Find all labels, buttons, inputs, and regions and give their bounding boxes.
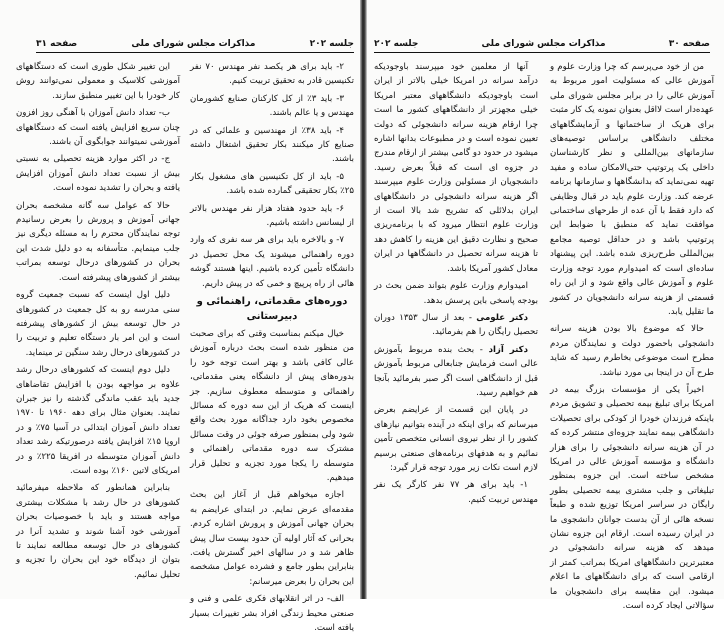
paragraph: حالا که موضوع بالا بودن هزینه سرانه دانشجوئی باحضور دولت و نمایندگان مردم مطرح است موضوعی بخاطرم رسید که شاید طرح آن در اینجا بی مورد نباشد. [550, 324, 714, 378]
paragraph: امیدوارم وزارت علوم بتواند ضمن بحث در بودجه پاسخی باین پرسش بدهد. [374, 281, 538, 306]
page-number: صفحه ۳۰ [668, 39, 710, 49]
paragraph: ج- در اکثر موارد هزینه تحصیلی به نسبتی بیش از نسبت تعداد دانش آموزان افزایش یافته و بحران را تشدید نموده است. [16, 154, 180, 194]
paragraph: ب- تعداد دانش آموزان با آهنگی روز افزون چنان سریع افزایش یافته است که دستگاههای آموزشی نمیتوانند جوابگوی آن باشند. [16, 108, 180, 148]
list-item: ۶- باید حدود هفتاد هزار نفر مهندس بالاتر از لیسانس داشته باشیم. [190, 203, 354, 229]
right-page [362, 0, 724, 612]
speech-text: - بحث بنده مربوط بآموزش عالی است فرمایش جنابعالی مربوط بآموزش قبل از دانشگاهی است اگر صبر بفرمائید بآنجا هم خواهیم رسید. [374, 344, 538, 398]
page-header [36, 38, 354, 53]
text-column-left [16, 60, 180, 585]
list-item: ۵- باید از کل تکنیسین های مشغول بکار ۲۵٪ بکار تحقیقی گمارده شده باشد. [190, 171, 354, 197]
speech-text: - بعد از سال ۱۳۵۳ دوران تحصیل رایگان را هم بفرمائید. [374, 312, 538, 338]
list-item: ۴- باید ۳۸٪ از مهندسین و علمائی که در صنایع کار میکنند بکار تحقیق اشتغال داشته باشند. [190, 125, 354, 165]
list-item: ۷- و بالاخره باید برای هر سه نفری که وارد دوره راهنمائی میشوند یک محل تحصیل در دانشگاه تأمین کرده باشیم. اینها هستند گوشه هائی از راه پرپیچ و خمی که در پیش داریم. [190, 235, 354, 289]
paragraph: در پایان این قسمت از عرایضم بعرض میرسانم که برای اینکه در آینده بتوانیم نیازهای کشور را از نظر نیروی انسانی متخصص تأمین نمائیم و به هدفهای برنامه‌های صنعتی برسیم لازم است نکات زیر مورد توجه قرار گیرد: [374, 405, 538, 473]
publication-title: مذاکرات مجلس شورای ملی [131, 39, 256, 49]
paragraph: آنها از معلمین خود میپرسند باوجودیکه درآمد سرانه در امریکا خیلی بالاتر از ایران است باوجودیکه دانشگاههای معتبر امریکا خیلی مجهزتر از دانشگاههای کشور ما است چرا ارقام هزینه سرانه دانشجوئی که دولت تعیین نموده است و در مطبوعات بدانها اشاره میشود در حدود دو گامی بیشتر از ارقام مندرج در جزوه ای است که قبلاً بعرض رسید. دانشجویان از مسئولین وزارت علوم میپرسند اگر هزینه سرانه دانشجوئی در دانشگاههای ایران بدلائلی که تشریح شد بالا است از وزارت علوم انتظار میرود که با برنامه‌ریزی صحیح و نظارت دقیق این هزینه را کاهش دهد تا هزینه سرانه تحصیل در دانشگاهها در ایران معادل کشور آمریکا باشد. [374, 62, 538, 274]
interjection [374, 311, 538, 340]
paragraph: بنابراین همانطور که ملاحظه میفرمائید کشورهای در حال رشد با مشکلات بیشتری مواجه هستند و باید با خصوصیات بحران آموزشی خود آشنا شوند و تشدید آنرا در کشورهای در حال توسعه مطالعه نمایند تا بتوان از دیدگاه خود این بحران را تجزیه و تحلیل نمائیم. [16, 483, 180, 580]
text-column-right [190, 60, 354, 638]
paragraph: من از خود می‌پرسم که چرا وزارت علوم و آموزش عالی که مسئولیت امور مربوط به آموزش عالی را در برابر مجلس شورای ملی عهده‌دار است لااقل بعنوان نمونه یک کار مثبت برای هریک از ساختمانها و آزمایشگاههای مختلف دانشگاهی براساس توصیه‌های سازمانهای بین‌المللی و نظر کارشناسان داخلی یک پرتوتیپ حتی‌الامکان ساده و مفید تهیه نمی‌نماید که بدانشگاهها و سازمانها برنامه عرضه کند. وزارت علوم باید در قبال وظایفی که دارد فقط با آن عده از طرحهای ساختمانی موافقت نماید که منطبق با ضوابط این پرتوتیپ باشد و در حداقل توصیه مجامع بین‌المللی طرح‌ریزی شده باشد. این پیشنهاد ساده‌ای است که امیدوارم مورد توجه وزارت علوم و آموزش عالی واقع شود و از این راه قسمتی از هزینه سرانه دانشجویان در کشور ما تقلیل یابد. [550, 62, 714, 317]
paragraph: این تغییر شکل طوری است که دستگاههای آموزشی کلاسیک و معمولی نمی‌توانند روش کار خودرا با این تغییر منطبق سازند. [16, 62, 180, 101]
list-item: ۱- باید برای هر ۷۷ نفر کارگر یک نفر مهندس تربیت کنیم. [374, 480, 538, 505]
speaker-name: دکتر آزاد [488, 344, 528, 355]
paragraph: اجازه میخواهم قبل از آغاز این بحث مقدمه‌ای عرض نمایم. در ابتدای عرایضم به بحران جهانی آموزش و پرورش اشاره کردم. بحرانی که آثار اولیه آن حدود بیست سال پیش ظاهر شد و در سالهای اخیر گسترش یافت. بنابراین بطور جامع و فشرده عوامل مشخصه این بحران را بعرض میرسانم: [190, 490, 354, 587]
list-item: ۳- باید ۳٪ از کل کارکنان صنایع کشورمان مهندس و یا عالم باشند. [190, 93, 354, 119]
paragraph: الف- در اثر انقلابهای فکری علمی و فنی و صنعتی محیط زندگی افراد بشر تغییرات بسیار یافته است. [190, 594, 354, 634]
paragraph: اخیراً یکی از مؤسسات بزرگ بیمه در امریکا برای تبلیغ بیمه تحصیلی و تشویق مردم باینکه فرزندان خودرا از کودکی برای تحصیلات دانشگاهی بیمه نمایند جزوه‌ای منتشر کرده که در آن هزینه سرانه دانشجوئی را برای هزار دانشگاه و مؤسسه آموزش عالی در امریکا مشخص ساخته است. این جزوه بمنظور تبلیغاتی و جلب مشتری بیمه تحصیلی بطور رایگان در سراسر امریکا توزیع شده و طبعاً نسخه هائی از آن بدست جوانان دانشجوی ما در ایران رسیده است. ارقام این جزوه نشان میدهد که هزینه سرانه دانشجوئی در معتبرترین دانشگاههای امریکا بمراتب کمتر از ارقامی است که برای دانشگاههای ما اعلام میشود. این مقایسه برای دانشجویان ما سؤالاتی ایجاد کرده است. [550, 384, 714, 612]
paragraph: دلیل دوم اینست که کشورهای درحال رشد علاوه بر مواجهه بودن با افزایش تقاضاهای جدید باید عقب ماندگی گذشته را نیز جبران نمایند. بعنوان مثال برای دهه ۱۹۶۰ تا ۱۹۷۰ تعداد دانش آموزان ابتدائی در آسیا ۷۵٪ و در اروپا ۱۵٪ افزایش یافته درصورتیکه رشد تعداد دانش آموزان متوسطه در افریقا ۲۲۵٪ و در امریکای لاتین ۱۶۰٪ بوده است. [16, 365, 181, 476]
interjection [374, 343, 538, 401]
paragraph: حالا که عوامل سه گانه مشخصه بحران جهانی آموزش و پرورش را بعرض رسانیدم توجه نمایندگان محترم را به مسئله دیگری نیز جلب مینمایم. متأسفانه به دو دلیل شدت این بحران در کشورهای درحال توسعه بمراتب بیشتر از کشورهای پیشرفته است. [16, 200, 180, 283]
speaker-name: دکتر علومی [476, 312, 528, 323]
list-item: ۲- باید برای هر یکصد نفر مهندس ۷۰ نفر تکنیسین قادر به تحقیق تربیت کنیم. [190, 62, 354, 87]
session-number: جلسه ۲۰۲ [374, 39, 419, 49]
session-number: جلسه ۲۰۲ [309, 39, 354, 49]
publication-title: مذاکرات مجلس شورای ملی [481, 39, 606, 49]
paragraph: خیال میکنم بمناسبت وقتی که برای صحبت من منظور شده است بحث درباره آموزش عالی کافی باشد و بهتر است توجه خود را بدوره‌های پیش از دانشگاه یعنی مقدماتی، راهنمائی و متوسطه معطوف سازیم. جز اینست که هریک از این سه دوره که مسائل مخصوص بخود دارد جداگانه مورد بحث واقع شود ولی بمنظور صرفه جوئی در وقت مسائل مشترک سه دوره مقدماتی راهنمائی و متوسطه را یکجا مورد تجزیه و تحلیل قرار میدهیم. [190, 328, 354, 483]
text-column-left [374, 60, 538, 510]
book-binding-gutter [360, 0, 367, 599]
left-page [0, 0, 362, 634]
text-column-right [550, 60, 714, 616]
page-header [374, 38, 710, 53]
section-heading: دوره‌های مقدماتی، راهنمائی و دبیرستانی [196, 296, 348, 322]
page-number: صفحه ۳۱ [36, 39, 78, 49]
paragraph: دلیل اول اینست که نسبت جمعیت گروه سنی مدرسه رو به کل جمعیت در کشورهای در حال توسعه بیش از کشورهای پیشرفته است و این امر بار دستگاه تعلیم و تربیت را در کشورهای درحال رشد سنگین تر مینماید. [16, 290, 180, 358]
